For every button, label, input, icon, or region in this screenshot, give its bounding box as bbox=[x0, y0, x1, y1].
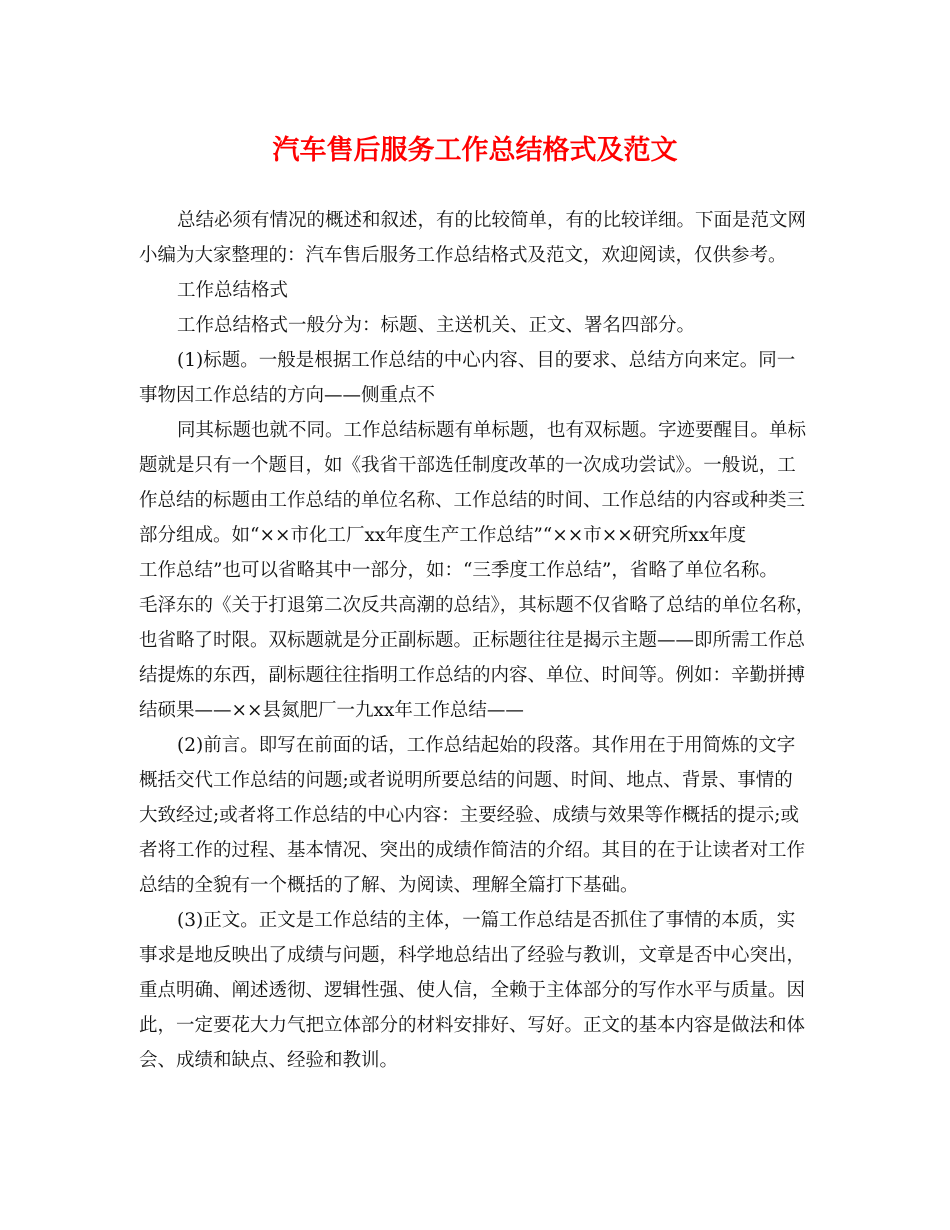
text-line: 总结的全貌有一个概括的了解、为阅读、理解全篇打下基础。 bbox=[139, 875, 639, 896]
text-line: 工作总结”也可以省略其中一部分，如：“三季度工作总结”，省略了单位名称。 bbox=[139, 560, 778, 581]
text-line: (3)正文。正文是工作总结的主体，一篇工作总结是否抓住了事情的本质，实 bbox=[177, 910, 796, 931]
text-line: 作总结的标题由工作总结的单位名称、工作总结的时间、工作总结的内容或种类三 bbox=[139, 490, 806, 511]
text-line: 同其标题也就不同。工作总结标题有单标题，也有双标题。字迹要醒目。单标 bbox=[177, 420, 807, 441]
text-line: 部分组成。如“××市化工厂xx年度生产工作总结”“××市××研究所xx年度 bbox=[139, 525, 747, 546]
document-title: 汽车售后服务工作总结格式及范文 bbox=[272, 135, 678, 166]
text-line: 者将工作的过程、基本情况、突出的成绩作简洁的介绍。其目的在于让读者对工作 bbox=[139, 840, 806, 861]
text-line: 小编为大家整理的：汽车售后服务工作总结格式及范文，欢迎阅读，仅供参考。 bbox=[139, 245, 787, 266]
text-line: 事求是地反映出了成绩与问题，科学地总结出了经验与教训，文章是否中心突出， bbox=[139, 945, 806, 966]
document-body bbox=[139, 203, 819, 1078]
text-line: 毛泽东的《关于打退第二次反共高潮的总结》，其标题不仅省略了总结的单位名称， bbox=[139, 595, 815, 616]
text-line: 题就是只有一个题目，如《我省干部选任制度改革的一次成功尝试》。一般说，工 bbox=[139, 455, 796, 476]
text-line: 会、成绩和缺点、经验和教训。 bbox=[139, 1050, 399, 1071]
text-line: 重点明确、阐述透彻、逻辑性强、使人信，全赖于主体部分的写作水平与质量。因 bbox=[139, 980, 806, 1001]
text-line: 工作总结格式 bbox=[177, 280, 289, 301]
text-line: 结硕果——××县氮肥厂一九xx年工作总结—— bbox=[139, 700, 524, 721]
text-line: 工作总结格式一般分为：标题、主送机关、正文、署名四部分。 bbox=[177, 315, 696, 336]
text-line: 概括交代工作总结的问题;或者说明所要总结的问题、时间、地点、背景、事情的 bbox=[139, 770, 793, 791]
text-line: 此，一定要花大力气把立体部分的材料安排好、写好。正文的基本内容是做法和体 bbox=[139, 1015, 806, 1036]
text-line: (2)前言。即写在前面的话，工作总结起始的段落。其作用在于用简炼的文字 bbox=[177, 735, 796, 756]
text-line: 总结必须有情况的概述和叙述，有的比较简单，有的比较详细。下面是范文网 bbox=[177, 210, 807, 231]
text-line: 也省略了时限。双标题就是分正副标题。正标题往往是揭示主题——即所需工作总 bbox=[139, 630, 806, 651]
text-line: (1)标题。一般是根据工作总结的中心内容、目的要求、总结方向来定。同一 bbox=[177, 350, 796, 371]
text-line: 大致经过;或者将工作总结的中心内容：主要经验、成绩与效果等作概括的提示;或 bbox=[139, 805, 799, 826]
text-line: 结提炼的东西，副标题往往指明工作总结的内容、单位、时间等。例如：辛勤拼搏 bbox=[139, 665, 806, 686]
text-line: 事物因工作总结的方向——侧重点不 bbox=[139, 385, 436, 406]
